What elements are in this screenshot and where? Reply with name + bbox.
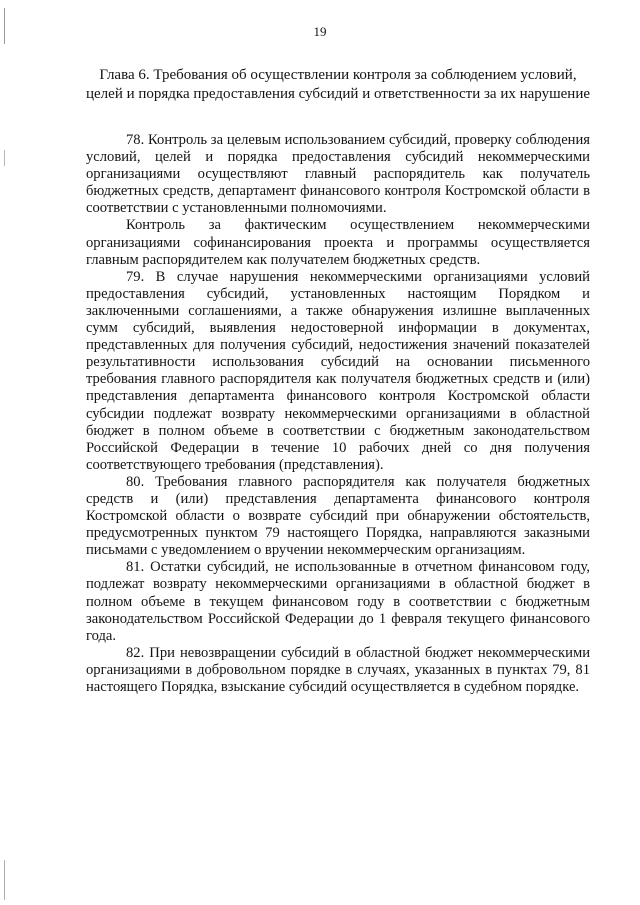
chapter-title: Глава 6. Требования об осуществлении контроля за соблюдением условий, целей и порядка предоставления субсидий и ответственности за их нарушение [85,67,591,102]
document-body [86,132,590,696]
paragraph-79: 79. В случае нарушения некоммерческими организациями условий предоставления субсидий, установленных настоящим Порядком и заключенными соглашениями, а также обнаружения излишне выплаченных сумм субсидий, выявления недостоверной информации в документах, представленных для получения субсидий, недостижения значений показателей результативности использования субсидий на основании письменного требования главного распорядителя как получателя бюджетных средств и (или) представления департамента финансового контроля Костромской области субсидии подлежат возврату некоммерческими организациями в областной бюджет в полном объеме в соответствии с бюджетным законодательством Российской Федерации в течение 10 рабочих дней со дня получения соответствующего требования (представления). [86,268,590,473]
paragraph-82: 82. При невозвращении субсидий в областной бюджет некоммерческими организациями в добровольном порядке в случаях, указанных в пунктах 79, 81 настоящего Порядка, взыскание субсидий осуществляется в судебном порядке. [86,644,590,695]
paragraph-80: 80. Требования главного распорядителя как получателя бюджетных средств и (или) представления департамента финансового контроля Костромской области о возврате субсидий при обнаружении обстоятельств, предусмотренных пунктом 79 настоящего Порядка, направляются заказными письмами с уведомлением о вручении некоммерческим организациям. [86,473,590,559]
paragraph-81: 81. Остатки субсидий, не использованные в отчетном финансовом году, подлежат возврату некоммерческими организациями в областной бюджет в полном объеме в текущем финансовом году в соответствии с бюджетным законодательством Российской Федерации до 1 февраля текущего финансового года. [86,559,590,644]
paragraph-78: 78. Контроль за целевым использованием субсидий, проверку соблюдения условий, целей и порядка предоставления субсидий некоммерческими организациями осуществляют главный распорядитель как получатель бюджетных средств, департамент финансового контроля Костромской области в соответствии с установленными полномочиями. [86,132,590,217]
page-number: 19 [313,24,327,39]
scan-edge-mark [4,860,5,900]
scan-edge-mark [4,150,5,166]
paragraph-78-control: Контроль за фактическим осуществлением некоммерческими организациями софинансирования проекта и программы осуществляется главным распорядителем как получателем бюджетных средств. [86,217,590,268]
